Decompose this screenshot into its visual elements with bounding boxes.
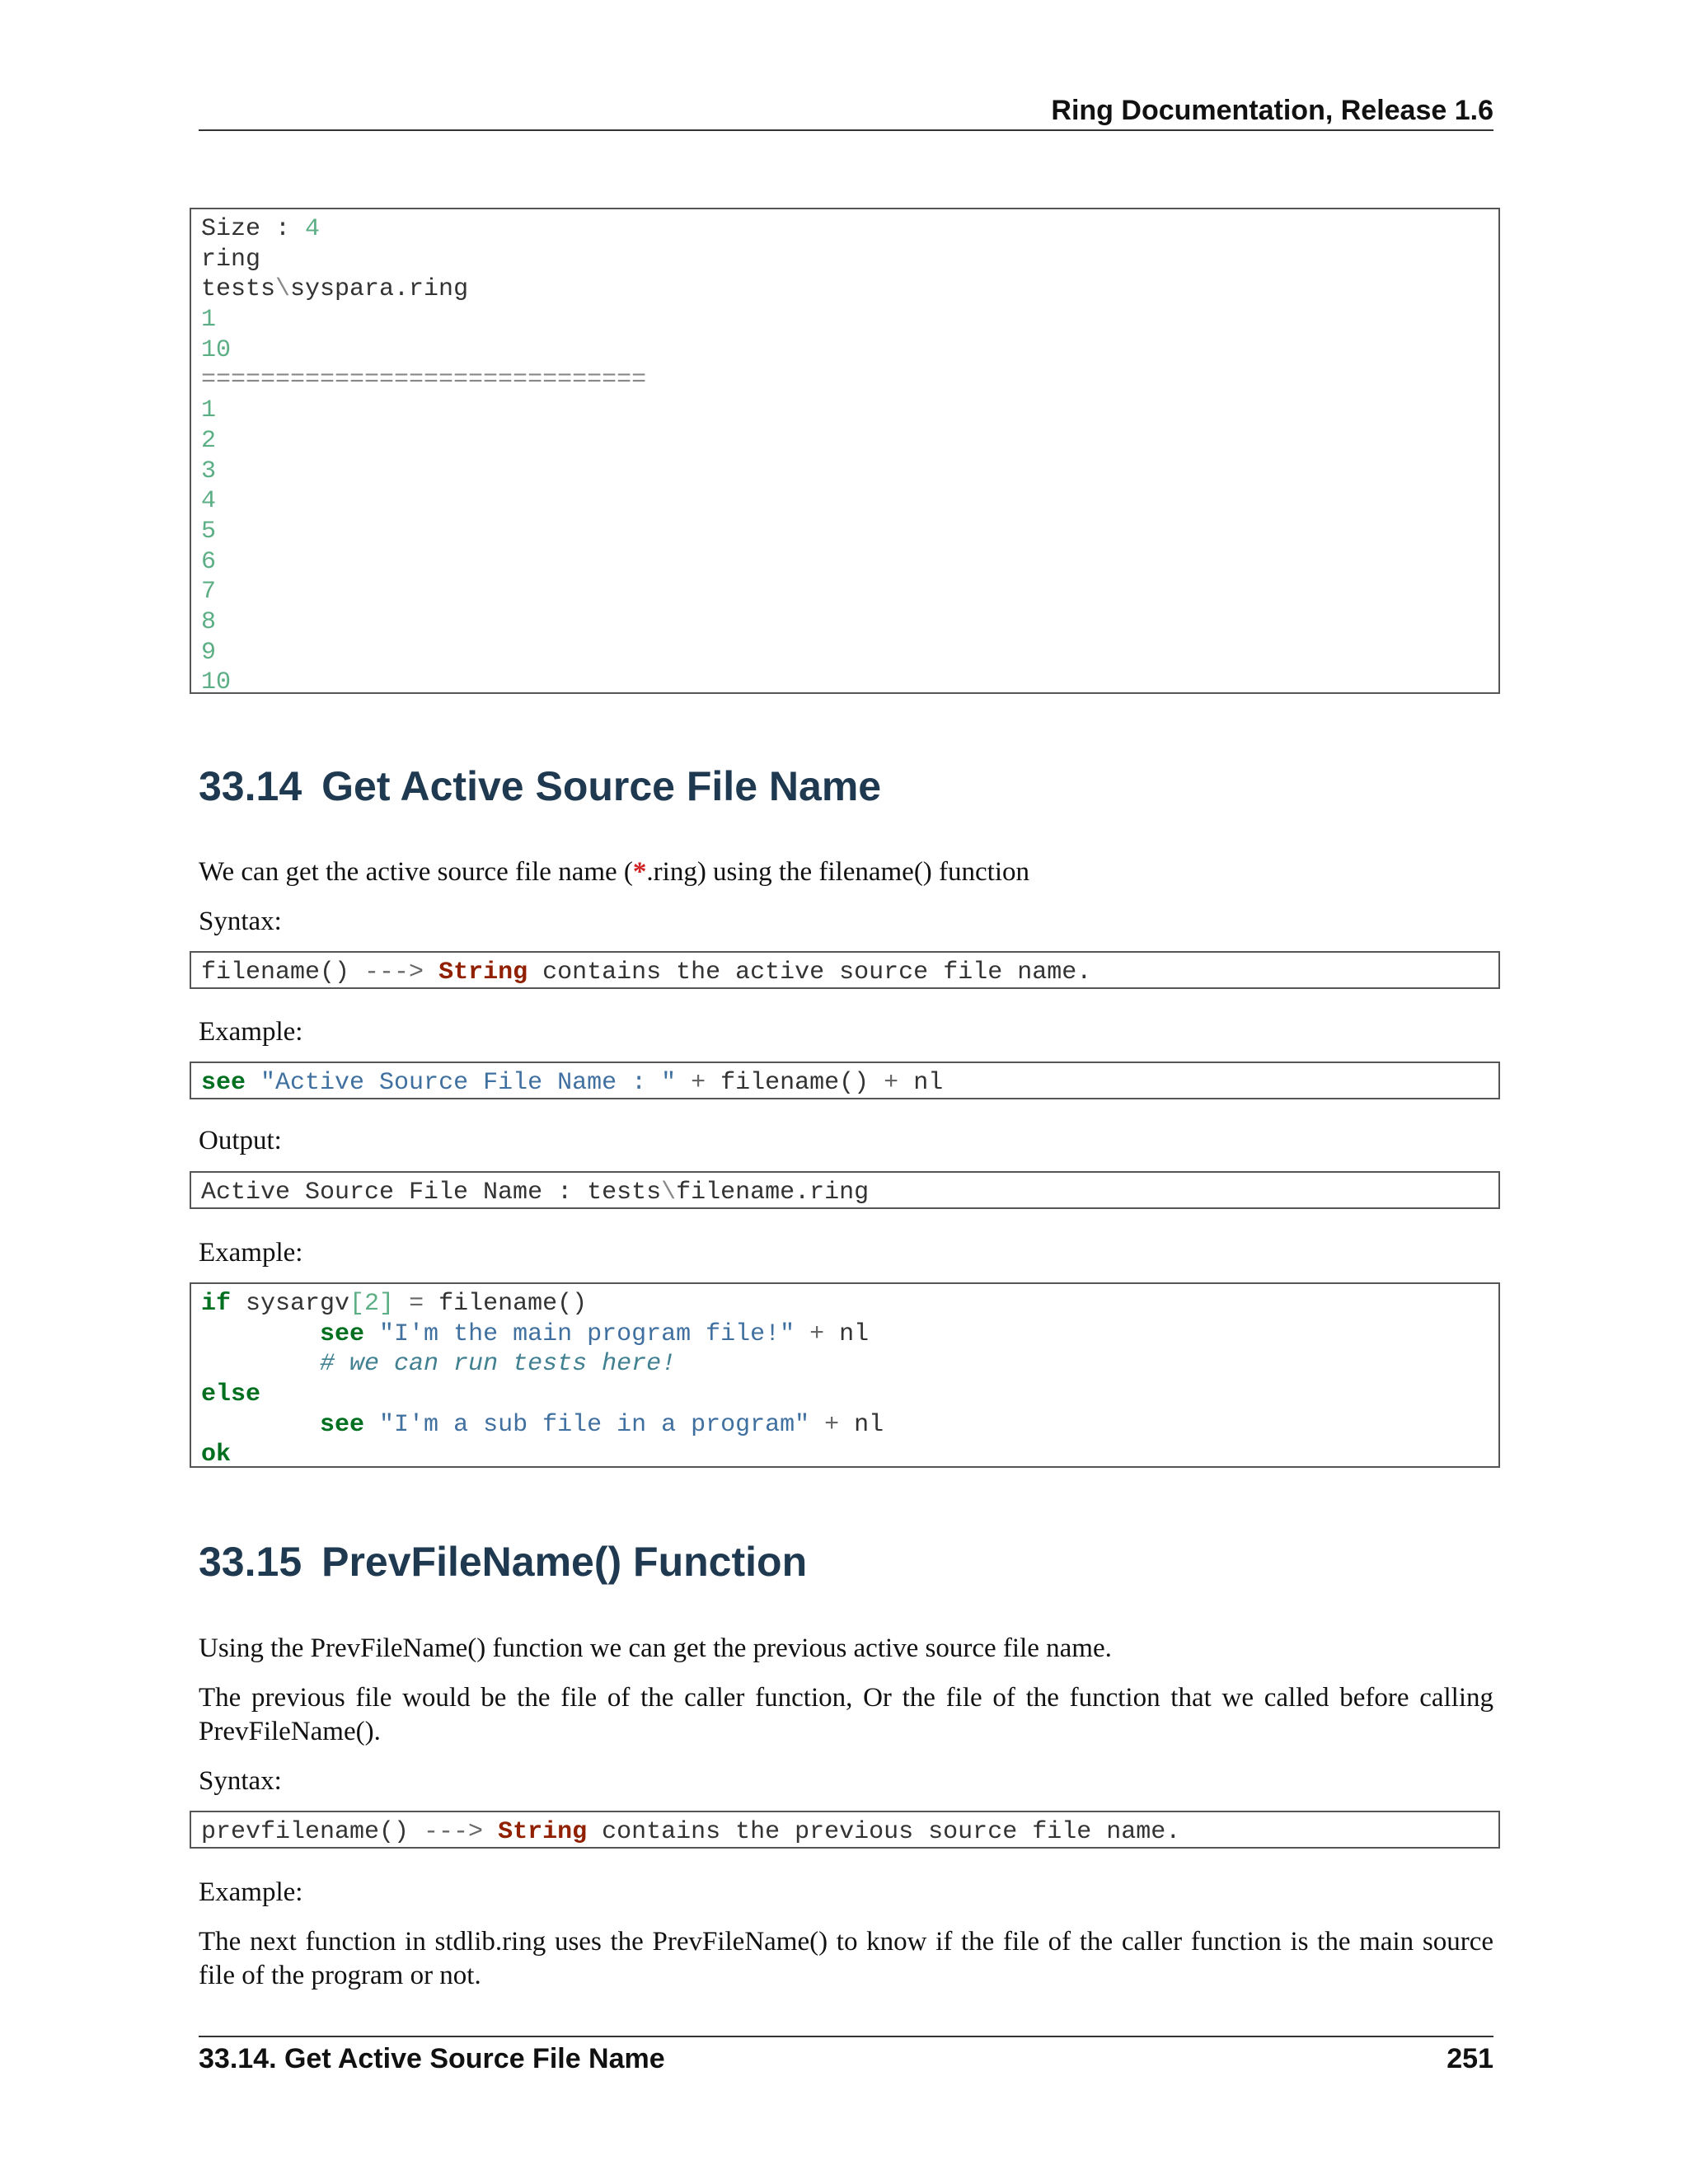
section-heading [199,762,881,811]
code-text: nl [854,1410,884,1439]
code-string: "I'm a sub file in a program" [364,1410,810,1439]
code-text: \ [661,1179,677,1207]
example-code-block [190,1062,1500,1099]
code-line [201,1410,1489,1441]
code-operator: ---> [424,1818,484,1846]
code-line [201,214,1489,245]
code-line [201,1319,1489,1350]
code-line: 4 [201,487,217,516]
code-type: String [438,958,528,987]
example-label: Example: [199,1017,303,1047]
header-rule [199,129,1493,131]
example-code-block [190,1282,1500,1468]
code-keyword: see [320,1410,365,1439]
code-line: 1 [201,306,217,335]
paragraph: Using the PrevFileName() function we can get the previous active source file name. [199,1633,1112,1663]
code-text: nl [913,1069,944,1097]
code-operator: + [795,1319,840,1348]
code-text: filename() [438,1290,588,1318]
paragraph: The previous file would be the file of the caller function, Or the file of the function that we called before calling PrevFileName(). [199,1683,1493,1746]
section-title-text: Get Active Source File Name [321,763,882,809]
code-text: Size : [201,215,306,243]
code-line: 3 [201,457,217,485]
code-line [201,1068,1489,1099]
output-label: Output: [199,1126,282,1155]
code-text: sysargv [231,1290,350,1318]
code-line [201,1380,1489,1410]
code-line: 1 [201,396,217,425]
code-line [201,1289,1489,1319]
code-line: 9 [201,638,217,667]
code-text: filename.ring [676,1179,870,1207]
section-title-text: PrevFileName() Function [321,1539,808,1585]
syntax-code-block [190,1811,1500,1849]
code-line [201,274,1489,305]
code-operator: + [869,1069,914,1097]
paragraph [199,855,1493,889]
code-keyword: see [201,1069,246,1097]
code-text: filename() [201,958,365,987]
code-text: nl [839,1319,870,1348]
code-operator: ---> [364,958,424,987]
code-text: \ [275,275,291,304]
code-line: 8 [201,607,217,636]
code-operator: = [394,1290,439,1318]
syntax-label: Syntax: [199,907,282,936]
wildcard-star: * [632,857,647,887]
code-text: contains the previous source file name. [587,1818,1181,1846]
code-indent [201,1350,320,1378]
code-text: tests [201,275,276,304]
code-line: ============================== [201,366,647,395]
code-string: "Active Source File Name : " [260,1069,677,1097]
code-keyword: see [320,1319,365,1348]
code-text: syspara.ring [290,275,469,304]
running-header: Ring Documentation, Release 1.6 [1051,95,1493,126]
code-text: contains the active source file name. [528,958,1092,987]
footer-rule [199,2036,1493,2037]
code-line [201,1178,1489,1208]
code-line: 7 [201,578,217,607]
syntax-code-block [190,951,1500,989]
paragraph-text: .ring) using the filename() function [646,857,1030,887]
code-text: prevfilename() [201,1818,424,1846]
code-number: 4 [305,215,321,243]
code-line: 10 [201,335,232,364]
code-line: 5 [201,517,217,546]
code-line [201,1349,1489,1380]
footer-section-ref: 33.14. Get Active Source File Name [199,2043,665,2074]
syntax-label: Syntax: [199,1766,282,1796]
example-label: Example: [199,1877,303,1907]
code-line: ring [201,245,261,274]
section-number: 33.14 [199,763,302,809]
code-line [201,958,1489,988]
output-code-block [190,208,1500,697]
output-code-block [190,1171,1500,1209]
code-string: "I'm the main program file!" [364,1319,795,1348]
code-text: filename() [720,1069,870,1097]
code-number: [2] [349,1290,395,1318]
code-indent [201,1320,320,1348]
code-comment: # we can run tests here! [320,1350,677,1379]
code-line: 6 [201,547,217,576]
page-number: 251 [1447,2043,1493,2074]
code-operator: + [809,1410,855,1439]
code-keyword: else [201,1380,261,1409]
example-label: Example: [199,1238,303,1268]
section-number: 33.15 [199,1539,302,1585]
code-line: 10 [201,668,232,697]
code-keyword: ok [201,1441,232,1469]
paragraph-text: We can get the active source file name ( [199,857,633,887]
code-indent [201,1411,320,1439]
code-text: Active Source File Name : tests [201,1179,662,1207]
code-operator: + [676,1069,721,1097]
code-line [201,1817,1489,1848]
code-keyword: if [201,1290,232,1318]
section-heading [199,1537,807,1586]
code-type: String [498,1818,588,1846]
code-line: 2 [201,426,217,455]
code-line [201,1440,1489,1470]
paragraph: The next function in stdlib.ring uses the PrevFileName() to know if the file of the caller function is the main source file of the program or not. [199,1927,1493,1990]
